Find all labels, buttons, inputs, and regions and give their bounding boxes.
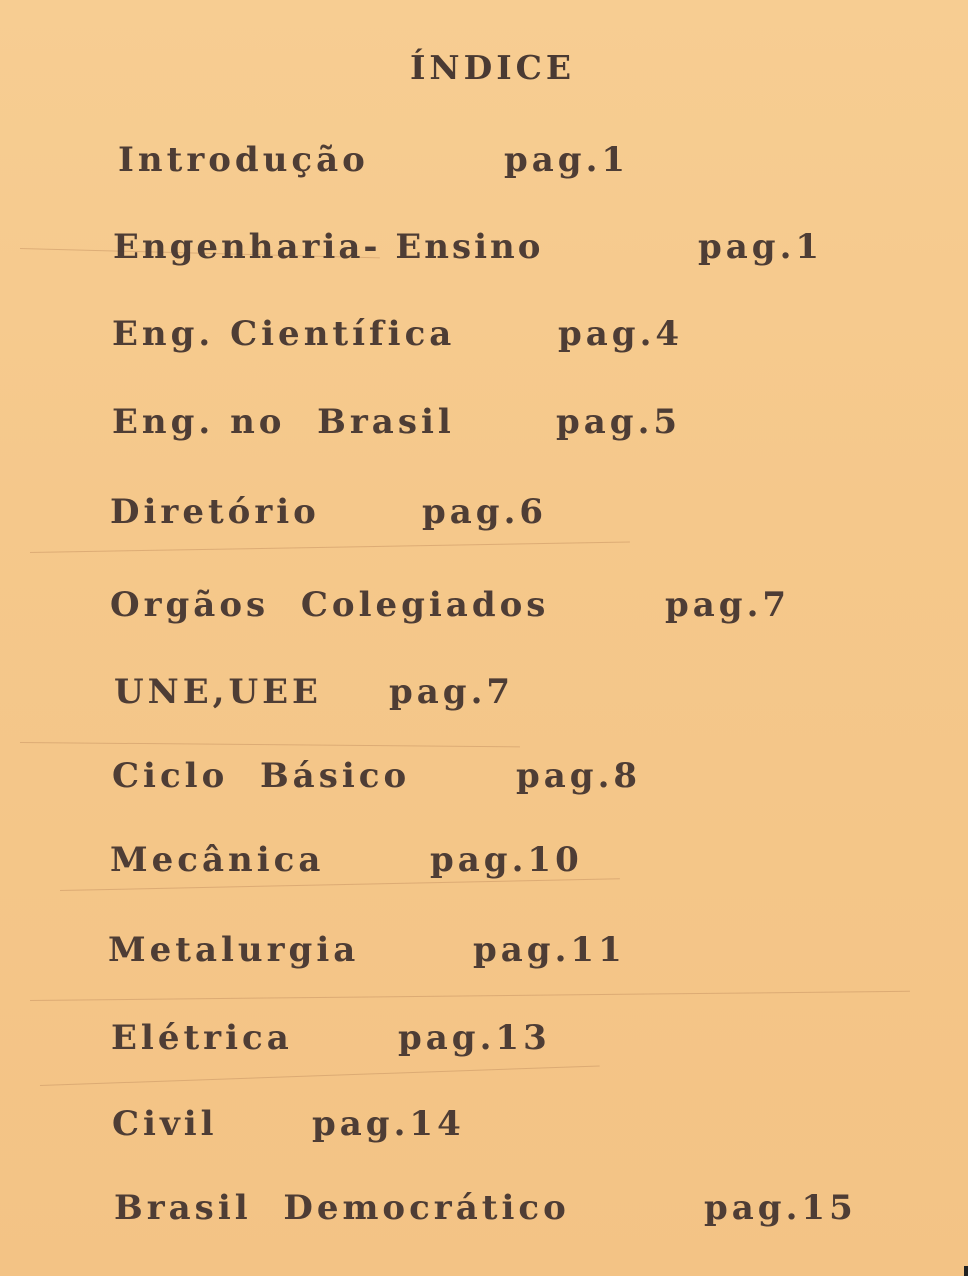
entry-page: pag.5 <box>556 402 682 442</box>
paper-crease <box>30 991 910 1001</box>
entry-name: Brasil Democrático <box>114 1188 570 1228</box>
entry-page: pag.13 <box>398 1018 551 1058</box>
entry-name: Engenharia- Ensino <box>113 227 544 267</box>
entry-name: Introdução <box>118 140 369 180</box>
entry-name: Civil <box>112 1104 218 1144</box>
entry-page: pag.7 <box>665 585 791 625</box>
entry-page: pag.14 <box>312 1104 465 1144</box>
entry-page: pag.15 <box>704 1188 857 1228</box>
entry-page: pag.10 <box>430 840 583 880</box>
entry-page: pag.4 <box>558 314 684 354</box>
entry-name: UNE,UEE <box>114 672 322 712</box>
entry-name: Elétrica <box>111 1018 293 1058</box>
paper-crease <box>60 878 620 891</box>
entry-page: pag.7 <box>389 672 515 712</box>
entry-page: pag.11 <box>473 930 626 970</box>
entry-name: Metalurgia <box>108 930 360 970</box>
entry-name: Mecânica <box>110 840 325 880</box>
entry-page: pag.6 <box>422 492 548 532</box>
entry-name: Diretório <box>110 492 320 532</box>
entry-name: Ciclo Básico <box>112 756 411 796</box>
entry-page: pag.1 <box>698 227 824 267</box>
entry-name: Orgãos Colegiados <box>110 585 550 625</box>
paper-crease <box>20 742 520 747</box>
entry-name: Eng. Científica <box>112 314 456 354</box>
paper-crease <box>40 1065 600 1086</box>
paper-crease <box>30 542 630 553</box>
entry-name: Eng. no Brasil <box>112 402 455 442</box>
entry-page: pag.8 <box>516 756 642 796</box>
scan-edge-mark <box>964 1266 968 1276</box>
index-title: ÍNDICE <box>410 48 576 87</box>
entry-page: pag.1 <box>504 140 630 180</box>
